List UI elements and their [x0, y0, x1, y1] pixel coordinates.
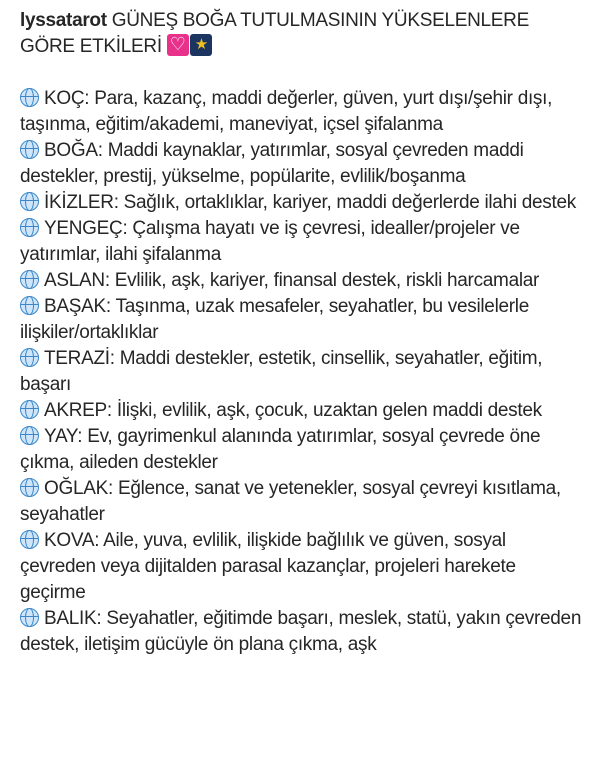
sign-name: KOVA	[44, 530, 95, 551]
list-item	[20, 476, 582, 528]
sign-name: YENGEÇ	[44, 218, 123, 239]
sign-separator: :	[105, 296, 116, 317]
sign-separator: :	[104, 270, 115, 291]
globe-icon	[20, 530, 39, 549]
sign-name: BAŞAK	[44, 296, 106, 317]
globe-icon	[20, 218, 39, 237]
sign-name: KOÇ	[44, 88, 85, 109]
list-item	[20, 398, 582, 424]
globe-icon	[20, 270, 39, 289]
list-item	[20, 424, 582, 476]
sign-effects: Taşınma, uzak mesafeler, seyahatler, bu vesilelerle ilişkiler/ortaklıklar	[20, 296, 529, 343]
sign-effects: Maddi kaynaklar, yatırımlar, sosyal çevreden maddi destekler, prestij, yükselme, popülarite, evlilik/boşanma	[20, 140, 524, 187]
list-item	[20, 216, 582, 268]
sign-name: İKİZLER	[44, 192, 114, 213]
sign-separator: :	[97, 140, 108, 161]
sign-separator: :	[106, 400, 117, 421]
sign-effects: Aile, yuva, evlilik, ilişkide bağlılık ve güven, sosyal çevreden veya dijitalden parasal kazançlar, projeleri harekete geçirme	[20, 530, 516, 603]
sign-name: TERAZİ	[44, 348, 110, 369]
globe-icon	[20, 348, 39, 367]
heart-emoji-icon	[167, 34, 189, 56]
sign-name: AKREP	[44, 400, 107, 421]
sign-effects: Sağlık, ortaklıklar, kariyer, maddi değerlerde ilahi destek	[123, 192, 576, 213]
shooting-star-emoji-icon	[190, 34, 212, 56]
sign-name: OĞLAK	[44, 478, 108, 499]
sign-effects: Maddi destekler, estetik, cinsellik, seyahatler, eğitim, başarı	[20, 348, 543, 395]
list-item	[20, 606, 582, 658]
sign-name: BALIK	[44, 608, 97, 629]
sign-name: ASLAN	[44, 270, 105, 291]
list-item	[20, 528, 582, 606]
sign-separator: :	[96, 608, 107, 629]
sign-separator: :	[84, 88, 95, 109]
globe-icon	[20, 296, 39, 315]
sign-separator: :	[113, 192, 124, 213]
globe-icon	[20, 192, 39, 211]
globe-icon	[20, 478, 39, 497]
list-item	[20, 138, 582, 190]
sign-separator: :	[122, 218, 133, 239]
sign-separator: :	[94, 530, 104, 551]
sign-separator: :	[109, 348, 120, 369]
globe-icon	[20, 426, 39, 445]
list-item	[20, 268, 582, 294]
sign-effects: Para, kazanç, maddi değerler, güven, yurt dışı/şehir dışı, taşınma, eğitim/akademi, maneviyat, içsel şifalanma	[20, 88, 553, 135]
globe-icon	[20, 88, 39, 107]
sign-name: BOĞA	[44, 140, 98, 161]
sign-separator: :	[107, 478, 118, 499]
globe-icon	[20, 608, 39, 627]
sign-effects: Ev, gayrimenkul alanında yatırımlar, sosyal çevrede öne çıkma, aileden destekler	[20, 426, 541, 473]
sign-separator: :	[77, 426, 88, 447]
sign-effects: Seyahatler, eğitimde başarı, meslek, statü, yakın çevreden destek, iletişim gücüyle ön plana çıkma, aşk	[20, 608, 582, 655]
spacer	[20, 60, 582, 86]
caption-header	[20, 8, 582, 60]
globe-icon	[20, 140, 39, 159]
list-item	[20, 86, 582, 138]
list-item	[20, 190, 582, 216]
sign-name: YAY	[44, 426, 78, 447]
entries-list	[20, 86, 582, 658]
sign-effects: Eğlence, sanat ve yetenekler, sosyal çevreyi kısıtlama, seyahatler	[20, 478, 561, 525]
list-item	[20, 346, 582, 398]
globe-icon	[20, 400, 39, 419]
post-title: GÜNEŞ BOĞA TUTULMASININ YÜKSELENLERE GÖRE ETKİLERİ	[20, 10, 529, 57]
sign-effects: İlişki, evlilik, aşk, çocuk, uzaktan gelen maddi destek	[116, 400, 542, 421]
sign-effects: Evlilik, aşk, kariyer, finansal destek, riskli harcamalar	[114, 270, 540, 291]
sign-effects: Çalışma hayatı ve iş çevresi, idealler/projeler ve yatırımlar, ilahi şifalanma	[20, 218, 520, 265]
list-item	[20, 294, 582, 346]
username-link[interactable]: lyssatarot	[20, 10, 107, 31]
